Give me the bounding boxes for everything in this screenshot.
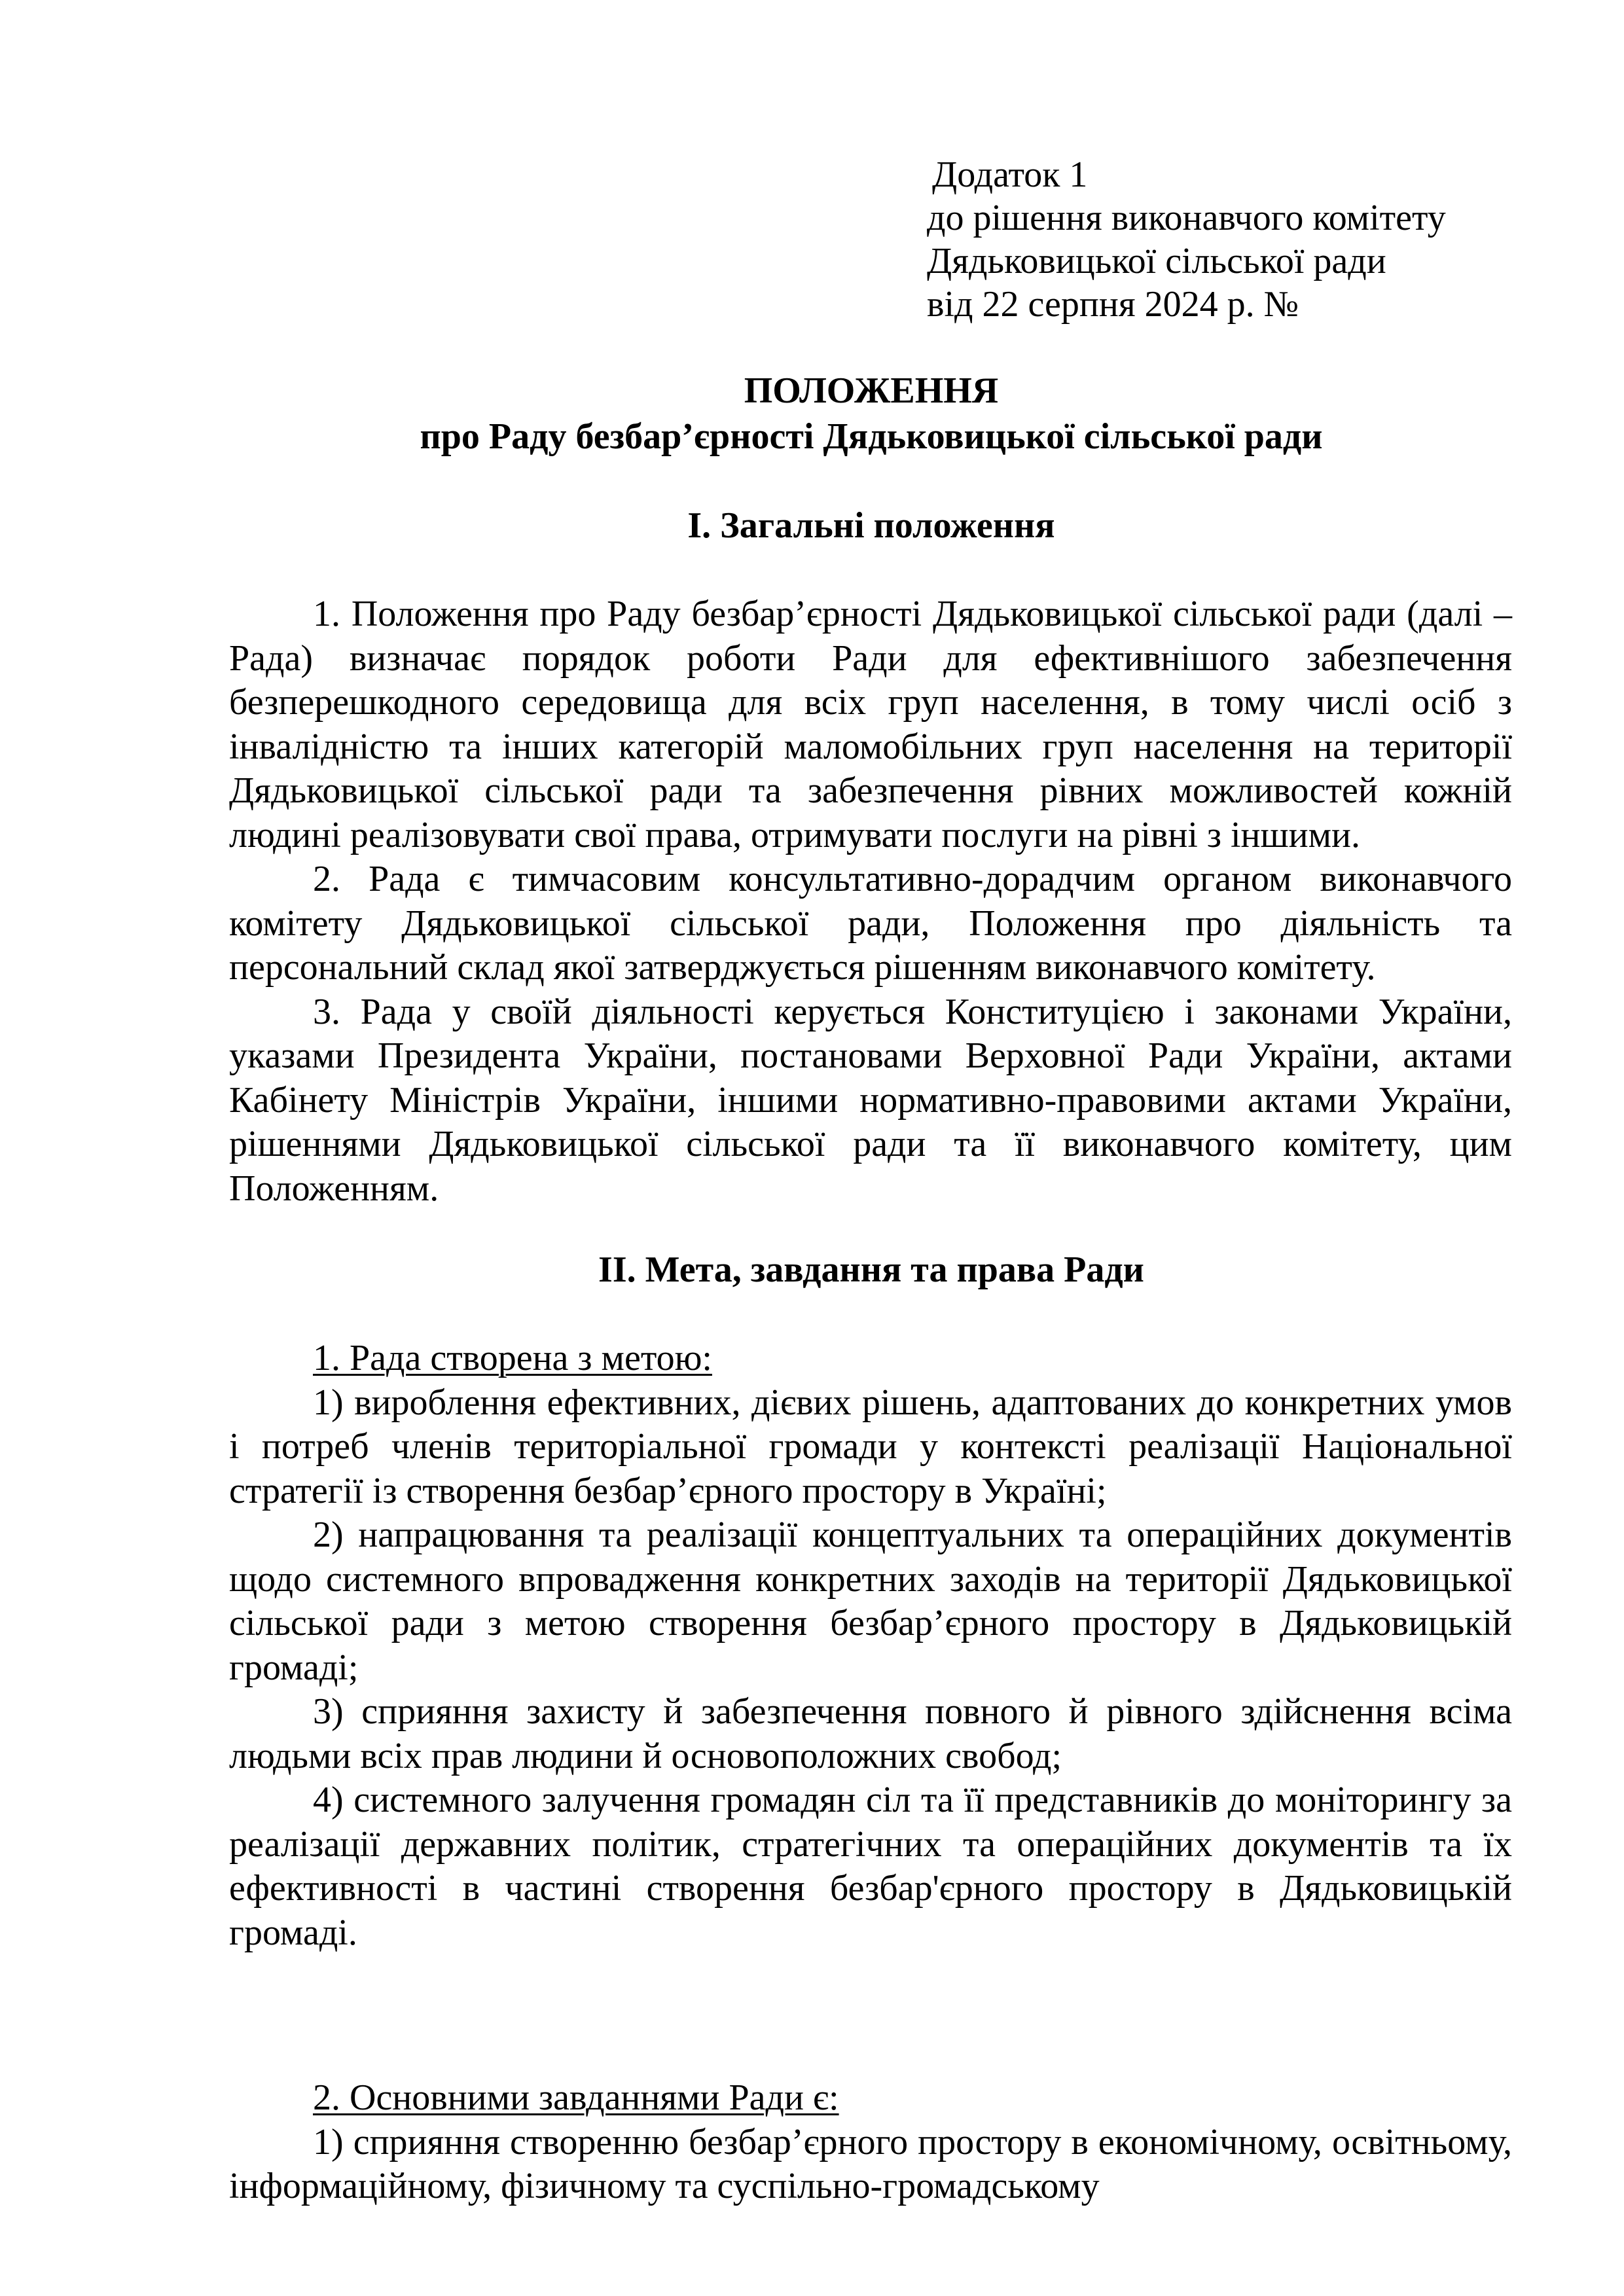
section2-purpose — [229, 1336, 1512, 1955]
document-title: ПОЛОЖЕННЯ — [744, 370, 999, 411]
addendum-block — [927, 153, 1568, 326]
section1-heading: I. Загальні положення — [687, 505, 1055, 546]
list-item: 3) сприяння захисту й забезпечення повного й рівного здійснення всіма людьми всіх прав людини й основоположних свобод; — [229, 1691, 1512, 1776]
paragraph: 3. Рада у своїй діяльності керується Конституцією і законами України, указами Президента України, постановами Верховної Ради України, актами Кабінету Міністрів України, іншими нормативно-правовими актами України, рішеннями Дядьковицької сільської ради та її виконавчого комітету, цим Положенням. — [229, 991, 1512, 1209]
list-item: 1) вироблення ефективних, дієвих рішень, адаптованих до конкретних умов і потреб членів територіальної громади у контексті реалізації Національної стратегії із створення безбар’єрного простору в Україні; — [229, 1382, 1512, 1511]
list-item: 1) сприяння створенню безбар’єрного простору в економічному, освітньому, інформаційному, фізичному та суспільно-громадському — [229, 2121, 1512, 2206]
section2-tasks — [229, 2076, 1512, 2209]
purpose-heading: 1. Рада створена з метою: — [313, 1338, 712, 1378]
tasks-heading: 2. Основними завданнями Ради є: — [313, 2077, 839, 2118]
paragraph: 1. Положення про Раду безбар’єрності Дядьковицької сільської ради (далі – Рада) визначає порядок роботи Ради для ефективнішого забезпечення безперешкодного середовища для всіх груп населення, в тому числі осіб з інвалідністю та інших категорій маломобільних груп населення на території Дядьковицької сільської ради та забезпечення рівних можливостей кожній людині реалізовувати свої права, отримувати послуги на рівні з іншими. — [229, 594, 1512, 855]
list-item: 2) напрацювання та реалізації концептуальних та операційних документів щодо системного впровадження конкретних заходів на території Дядьковицької сільської ради з метою створення безбар’єрного простору в Дядьковицькій громаді; — [229, 1515, 1512, 1688]
document-subtitle: про Раду безбар’єрності Дядьковицької сільської ради — [420, 416, 1323, 457]
list-item: 4) системного залучення громадян сіл та її представників до моніторингу за реалізації державних політик, стратегічних та операційних документів та їх ефективності в частині створення безбар'єрного простору в Дядьковицькій громаді. — [229, 1780, 1512, 1953]
addendum-council: Дядьковицької сільської ради — [927, 241, 1386, 281]
addendum-number: Додаток 1 — [932, 154, 1088, 195]
addendum-reference: до рішення виконавчого комітету — [927, 198, 1446, 238]
section1-body — [229, 592, 1512, 1211]
section2-heading: II. Мета, завдання та права Ради — [598, 1249, 1144, 1290]
addendum-date: від 22 серпня 2024 р. № — [927, 284, 1299, 325]
paragraph: 2. Рада є тимчасовим консультативно-дорадчим органом виконавчого комітету Дядьковицької сільської ради, Положення про діяльність та персональний склад якої затверджується рішенням виконавчого комітету. — [229, 859, 1512, 988]
